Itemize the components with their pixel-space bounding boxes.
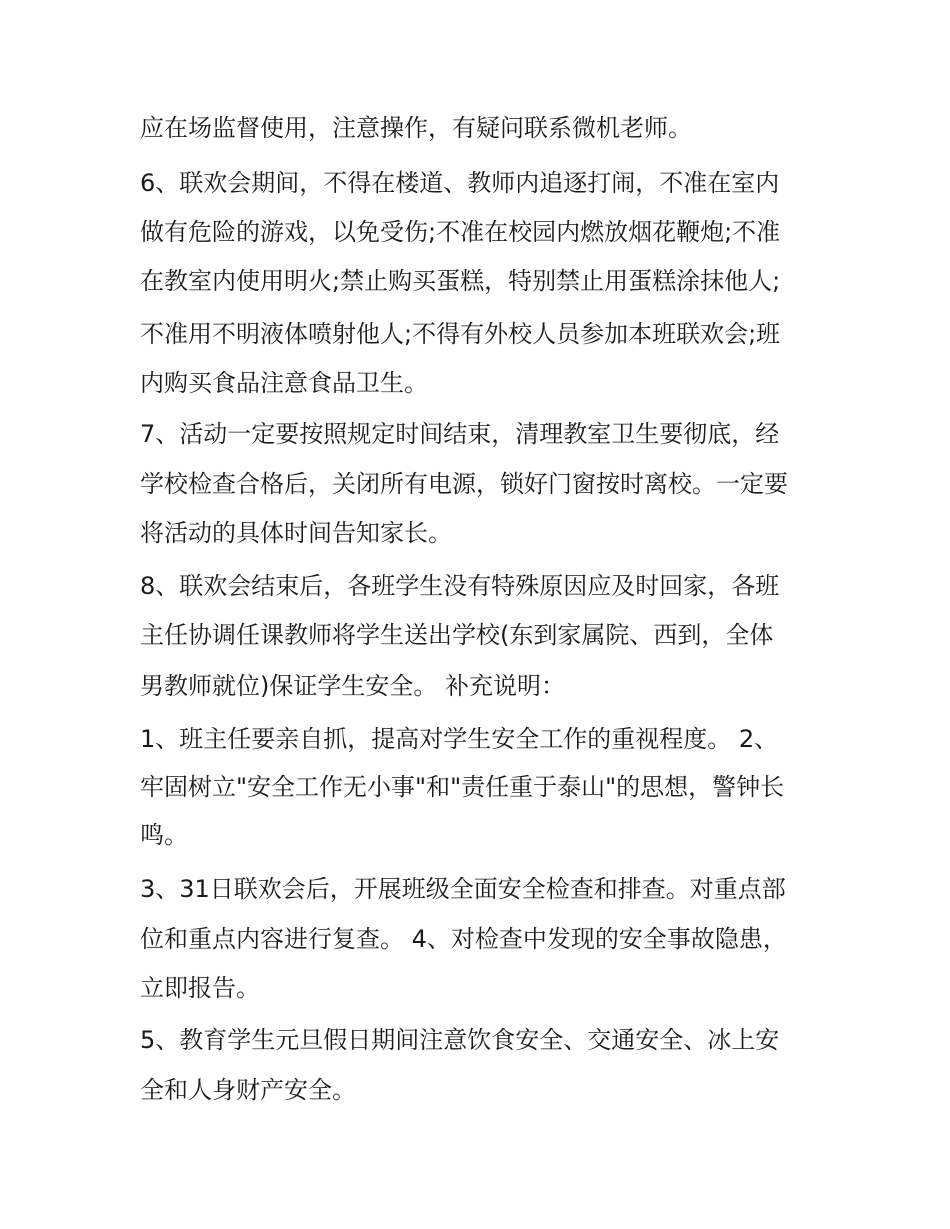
text-line-16: 3、31日联欢会后，开展班级全面安全检查和排查。对重点部 <box>140 875 786 903</box>
text-line-6: 内购买食品注意食品卫生。 <box>140 369 428 397</box>
text-line-1: 应在场监督使用，注意操作，有疑问联系微机老师。 <box>140 114 692 142</box>
text-line-11: 主任协调任课教师将学生送出学校(东到家属院、西到，全体 <box>140 621 774 649</box>
text-line-17: 位和重点内容进行复查。 4、对检查中发现的安全事故隐患， <box>140 925 787 953</box>
text-line-18: 立即报告。 <box>140 974 260 1002</box>
text-line-15: 鸣。 <box>140 821 188 849</box>
text-line-2: 6、联欢会期间，不得在楼道、教师内追逐打闹，不准在室内 <box>140 169 780 197</box>
text-line-14: 牢固树立"安全工作无小事"和"责任重于泰山"的思想，警钟长 <box>140 773 785 801</box>
text-line-4: 在教室内使用明火;禁止购买蛋糕，特别禁止用蛋糕涂抹他人; <box>140 267 781 295</box>
text-line-19: 5、教育学生元旦假日期间注意饮食安全、交通安全、冰上安 <box>140 1026 780 1054</box>
text-line-20: 全和人身财产安全。 <box>140 1076 356 1104</box>
text-line-13: 1、班主任要亲自抓，提高对学生安全工作的重视程度。 2、 <box>140 725 779 753</box>
text-line-8: 学校检查合格后，关闭所有电源，锁好门窗按时离校。一定要 <box>140 470 788 498</box>
text-line-12: 男教师就位)保证学生安全。 补充说明： <box>140 672 565 700</box>
text-line-5: 不准用不明液体喷射他人;不得有外校人员参加本班联欢会;班 <box>140 320 781 348</box>
text-line-10: 8、联欢会结束后，各班学生没有特殊原因应及时回家，各班 <box>140 572 780 600</box>
text-line-3: 做有危险的游戏，以免受伤;不准在校园内燃放烟花鞭炮;不准 <box>140 218 781 246</box>
text-line-7: 7、活动一定要按照规定时间结束，清理教室卫生要彻底，经 <box>140 420 780 448</box>
text-line-9: 将活动的具体时间告知家长。 <box>140 519 452 547</box>
